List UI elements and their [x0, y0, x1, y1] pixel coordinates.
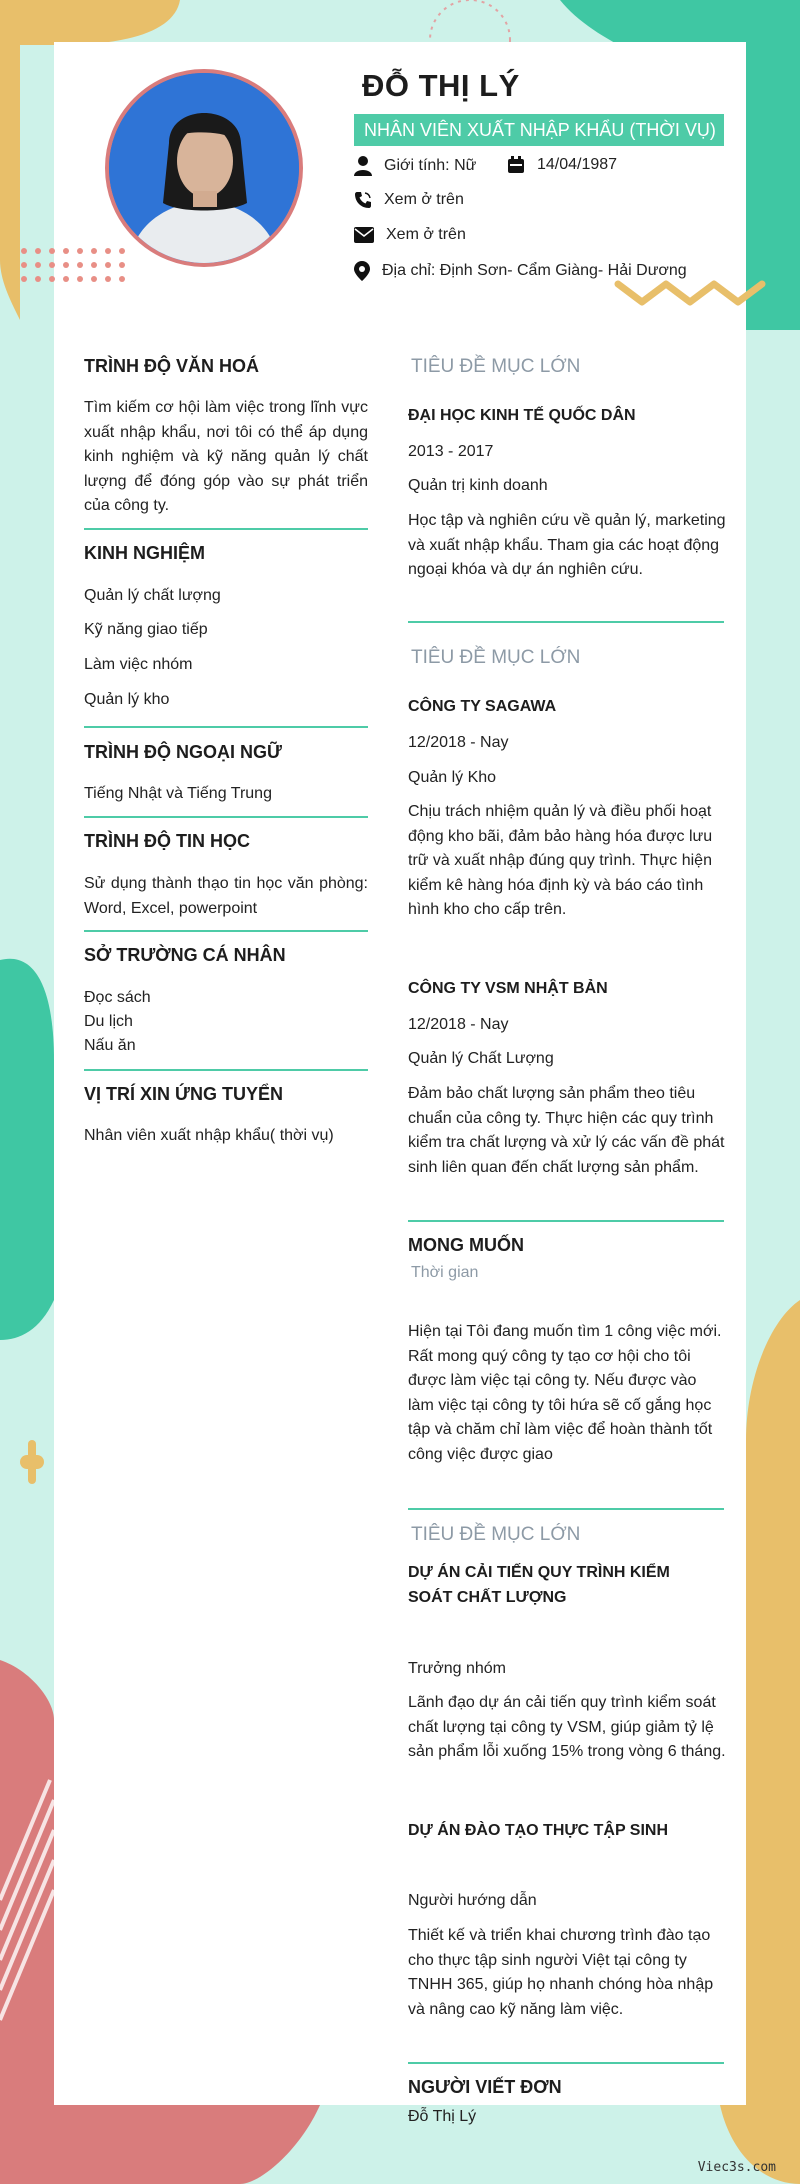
divider: [84, 528, 368, 530]
email-row: [354, 226, 466, 244]
experience-heading: KINH NGHIỆM: [84, 543, 205, 563]
project1-title: DỰ ÁN CẢI TIẾN QUY TRÌNH KIỂM SOÁT CHẤT LƯỢNG: [408, 1564, 670, 1606]
project1-description: Lãnh đạo dự án cải tiến quy trình kiểm soát chất lượng tại công ty VSM, giúp giảm tỷ lệ sản phẩm lỗi xuống 15% trong vòng 6 tháng.: [408, 1694, 726, 1760]
address-row: [354, 261, 687, 281]
phone-text: Xem ở trên: [384, 191, 464, 208]
person-icon: [354, 156, 372, 176]
phone-icon: [354, 191, 372, 209]
position-text: Nhân viên xuất nhập khẩu( thời vụ): [84, 1127, 334, 1144]
skill-item: Quản lý kho: [84, 691, 170, 708]
school-description: Học tập và nghiên cứu về quản lý, marketing và xuất nhập khẩu. Tham gia các hoạt động ngoại khóa và dự án nghiên cứu.: [408, 512, 726, 578]
skill-item: Quản lý chất lượng: [84, 587, 221, 604]
education-level-heading: TRÌNH ĐỘ VĂN HOÁ: [84, 356, 259, 376]
divider: [84, 1069, 368, 1071]
divider: [84, 726, 368, 728]
strengths-heading: SỞ TRƯỜNG CÁ NHÂN: [84, 945, 286, 965]
envelope-icon: [354, 227, 374, 243]
project2-description: Thiết kế và triển khai chương trình đào tạo cho thực tập sinh người Việt tại công ty TNHH 365, giúp họ nhanh chóng hòa nhập và nâng cao kỹ năng làm việc.: [408, 1927, 714, 2018]
dot-pattern-decoration: [18, 245, 138, 295]
school-period: 2013 - 2017: [408, 443, 494, 460]
candidate-name: ĐỖ THỊ LÝ: [362, 68, 520, 103]
calendar-icon: [507, 156, 525, 174]
divider: [408, 1220, 724, 1222]
watermark: Viec3s.com: [697, 2160, 776, 2175]
language-heading: TRÌNH ĐỘ NGOẠI NGỮ: [84, 742, 282, 762]
job1-role: Quản lý Kho: [408, 769, 497, 786]
divider: [408, 2062, 724, 2064]
profile-photo: [105, 69, 303, 267]
gender-row: [354, 156, 476, 176]
job2-role: Quản lý Chất Lượng: [408, 1050, 554, 1067]
skill-item: Làm việc nhóm: [84, 656, 193, 673]
hobby-item: Nấu ăn: [84, 1037, 136, 1054]
zigzag-decoration: [614, 276, 774, 316]
section-heading-work: TIÊU ĐỀ MỤC LỚN: [411, 647, 581, 668]
wish-subheading: Thời gian: [411, 1264, 479, 1281]
job1-company: CÔNG TY SAGAWA: [408, 698, 557, 715]
it-skills-heading: TRÌNH ĐỘ TIN HỌC: [84, 831, 250, 851]
section-heading-education: TIÊU ĐỀ MỤC LỚN: [411, 356, 581, 377]
email-text: Xem ở trên: [386, 226, 466, 243]
project2-title: DỰ ÁN ĐÀO TẠO THỰC TẬP SINH: [408, 1822, 669, 1839]
address-text: Địa chỉ: Định Sơn- Cẩm Giàng- Hải Dương: [382, 262, 687, 279]
gender-text: Giới tính: Nữ: [384, 157, 477, 174]
project2-role: Người hướng dẫn: [408, 1892, 537, 1909]
language-text: Tiếng Nhật và Tiếng Trung: [84, 785, 272, 802]
position-heading: VỊ TRÍ XIN ỨNG TUYỂN: [84, 1084, 283, 1104]
section-heading-projects: TIÊU ĐỀ MỤC LỚN: [411, 1524, 581, 1545]
it-skills-text: Sử dụng thành thạo tin học văn phòng: Word, Excel, powerpoint: [84, 875, 368, 917]
wish-heading: MONG MUỐN: [408, 1235, 524, 1255]
school-name: ĐẠI HỌC KINH TẾ QUỐC DÂN: [408, 407, 636, 424]
hobby-item: Du lịch: [84, 1013, 133, 1030]
location-pin-icon: [354, 261, 370, 281]
hobby-item: Đọc sách: [84, 989, 151, 1006]
writer-name: Đỗ Thị Lý: [408, 2108, 477, 2125]
skill-item: Kỹ năng giao tiếp: [84, 621, 208, 638]
job1-description: Chịu trách nhiệm quản lý và điều phối hoạt động kho bãi, đảm bảo hàng hóa được lưu trữ và xuất nhập đúng quy trình. Thực hiện kiểm kê hàng hóa định kỳ và báo cáo tình hình kho cho cấp trên.: [408, 803, 713, 918]
career-objective-text: Tìm kiếm cơ hội làm việc trong lĩnh vực xuất nhập khẩu, nơi tôi có thể áp dụng kinh nghiệm và kỹ năng quản lý chất lượng để đóng góp vào sự phát triển của công ty.: [84, 399, 368, 514]
birthdate-text: 14/04/1987: [537, 156, 618, 173]
wish-description: Hiện tại Tôi đang muốn tìm 1 công việc mới. Rất mong quý công ty tạo cơ hội cho tôi được làm việc tại công ty. Nếu được vào làm việc tại công ty tôi hứa sẽ cố gắng học tập và chăm chỉ làm việc để hoàn thành tốt công việc được giao: [408, 1323, 722, 1463]
phone-row: [354, 191, 464, 209]
job-title-banner: NHÂN VIÊN XUẤT NHẬP KHẨU (THỜI VỤ): [354, 114, 724, 146]
job2-company: CÔNG TY VSM NHẬT BẢN: [408, 980, 608, 997]
divider: [408, 621, 724, 623]
project1-role: Trưởng nhóm: [408, 1660, 506, 1677]
job2-period: 12/2018 - Nay: [408, 1016, 509, 1033]
divider: [84, 930, 368, 932]
divider: [408, 1508, 724, 1510]
writer-heading: NGƯỜI VIẾT ĐƠN: [408, 2077, 562, 2097]
school-major: Quản trị kinh doanh: [408, 477, 548, 494]
job1-period: 12/2018 - Nay: [408, 734, 509, 751]
birthdate-row: [507, 156, 617, 174]
resume-card: [54, 42, 746, 2105]
divider: [84, 816, 368, 818]
job2-description: Đảm bảo chất lượng sản phẩm theo tiêu chuẩn của công ty. Thực hiện các quy trình kiểm tra chất lượng và xử lý các vấn đề phát sinh liên quan đến chất lượng sản phẩm.: [408, 1085, 725, 1176]
